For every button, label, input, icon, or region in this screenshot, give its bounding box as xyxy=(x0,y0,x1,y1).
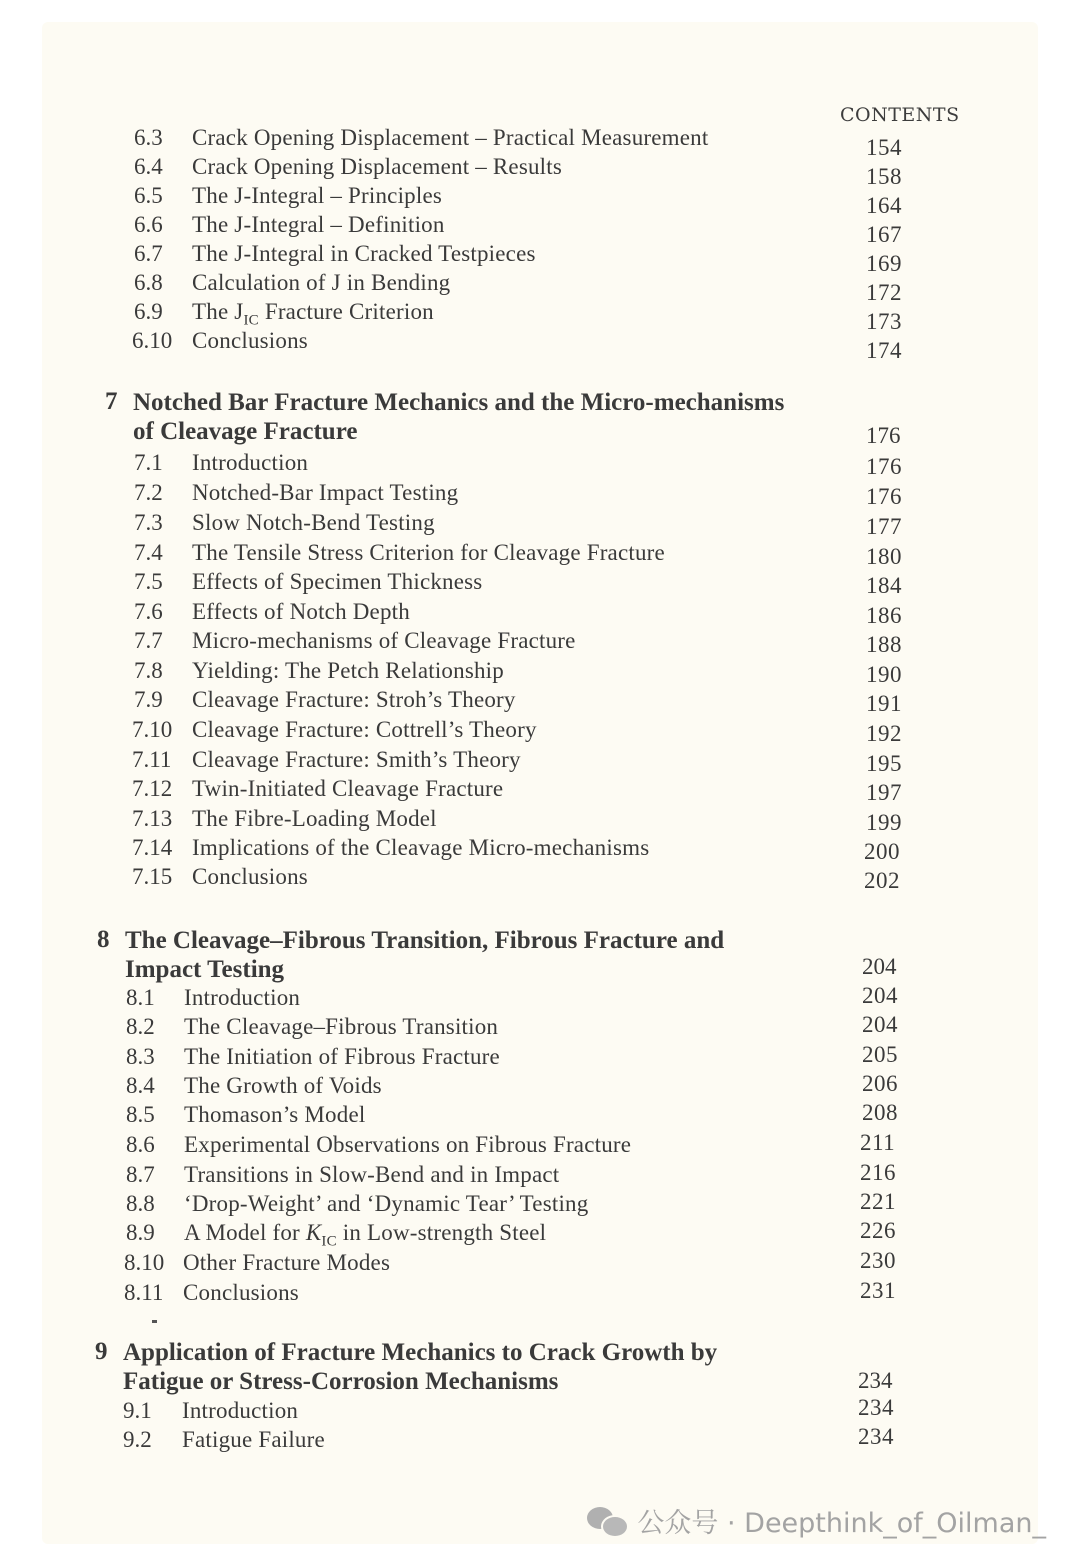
entry-number: 9.1 xyxy=(123,1398,152,1423)
entry-title: The Fibre-Loading Model xyxy=(192,806,437,831)
toc-entry xyxy=(42,183,1038,218)
entry-number: 7.7 xyxy=(134,628,163,653)
entry-page: 206 xyxy=(862,1071,898,1096)
chapter-heading xyxy=(42,388,1038,448)
toc-entry xyxy=(42,835,1038,865)
watermark-text: 公众号 · Deepthink_of_Oilman_ xyxy=(637,1508,1046,1539)
entry-title: Conclusions xyxy=(183,1280,299,1305)
entry-page: 167 xyxy=(866,222,902,247)
toc-entry xyxy=(42,212,1038,247)
entry-number: 7.3 xyxy=(134,510,163,535)
entry-title: Introduction xyxy=(184,985,301,1010)
entry-page: 186 xyxy=(866,603,902,628)
entry-page: 188 xyxy=(866,632,902,657)
chapter-number: 9 xyxy=(95,1338,108,1365)
toc-entry xyxy=(42,1073,1038,1103)
toc-entry xyxy=(42,1162,1038,1192)
entry-number: 7.4 xyxy=(134,540,163,565)
chapter-heading xyxy=(42,926,1038,986)
toc-entry xyxy=(42,154,1038,189)
entry-number: 8.2 xyxy=(126,1014,155,1039)
entry-number: 7.6 xyxy=(134,599,163,624)
chapter-number: 7 xyxy=(105,388,118,415)
entry-title: Thomason’s Model xyxy=(184,1102,366,1127)
entry-number: 9.2 xyxy=(123,1427,152,1452)
entry-title: Fatigue Failure xyxy=(182,1427,325,1452)
toc-entry xyxy=(42,569,1038,599)
entry-page: 234 xyxy=(858,1424,894,1449)
entry-title: The J-Integral – Principles xyxy=(192,183,443,208)
chapter-title-line2: of Cleavage Fracture xyxy=(133,418,358,445)
chapter-title-line2: Fatigue or Stress-Corrosion Mechanisms xyxy=(123,1368,559,1395)
entry-number: 6.9 xyxy=(134,299,163,324)
toc-entry xyxy=(42,687,1038,717)
entry-title: Cleavage Fracture: Smith’s Theory xyxy=(192,747,521,772)
entry-title: Other Fracture Modes xyxy=(183,1250,391,1275)
entry-number: 7.13 xyxy=(132,806,173,831)
entry-number: 6.8 xyxy=(134,270,163,295)
entry-page: 173 xyxy=(866,309,902,334)
chapter-title-line1: Application of Fracture Mechanics to Crack Growth by xyxy=(123,1339,718,1366)
entry-number: 6.10 xyxy=(132,328,173,353)
entry-title: Crack Opening Displacement – Practical Measurement xyxy=(192,125,709,150)
toc-entry xyxy=(42,1102,1038,1132)
entry-page: 226 xyxy=(860,1218,896,1243)
toc-entry xyxy=(42,540,1038,570)
entry-number: 6.7 xyxy=(134,241,163,266)
entry-number: 6.5 xyxy=(134,183,163,208)
chapter-title-line1: The Cleavage–Fibrous Transition, Fibrous Fracture and xyxy=(125,927,725,954)
entry-title: Effects of Specimen Thickness xyxy=(192,569,483,594)
toc-entry xyxy=(42,450,1038,480)
entry-number: 7.14 xyxy=(132,835,173,860)
toc-entry xyxy=(42,299,1038,334)
toc-entry xyxy=(42,241,1038,276)
entry-number: 8.11 xyxy=(124,1280,164,1305)
toc-entry xyxy=(42,776,1038,806)
entry-page: 200 xyxy=(864,839,900,864)
entry-title: Conclusions xyxy=(192,864,308,889)
entry-title: The Initiation of Fibrous Fracture xyxy=(184,1044,500,1069)
chapter-page: 204 xyxy=(862,954,897,979)
entry-page: 184 xyxy=(866,573,902,598)
entry-page: 202 xyxy=(864,868,900,893)
entry-title: Cleavage Fracture: Stroh’s Theory xyxy=(192,687,516,712)
entry-page: 176 xyxy=(866,454,902,479)
entry-number: 7.15 xyxy=(132,864,173,889)
entry-number: 7.10 xyxy=(132,717,173,742)
toc-entry xyxy=(42,510,1038,540)
entry-title: Experimental Observations on Fibrous Fracture xyxy=(184,1132,632,1157)
toc-entry xyxy=(42,599,1038,629)
toc-entry xyxy=(42,1250,1038,1280)
entry-number: 6.6 xyxy=(134,212,163,237)
entry-page: 231 xyxy=(860,1278,896,1303)
entry-title: Implications of the Cleavage Micro-mechanisms xyxy=(192,835,650,860)
entry-page: 169 xyxy=(866,251,902,276)
toc-entry xyxy=(42,806,1038,836)
toc-entry xyxy=(42,1044,1038,1074)
toc-entry xyxy=(42,270,1038,305)
toc-entry xyxy=(42,1132,1038,1162)
toc-entry xyxy=(42,1424,1038,1457)
entry-page: 208 xyxy=(862,1100,898,1125)
entry-page: 176 xyxy=(866,484,902,509)
entry-number: 7.12 xyxy=(132,776,173,801)
entry-page: 197 xyxy=(866,780,902,805)
toc-entry xyxy=(42,1220,1038,1250)
entry-title: Twin-Initiated Cleavage Fracture xyxy=(192,776,504,801)
chapter-page: 234 xyxy=(858,1368,893,1393)
entry-page: 204 xyxy=(862,983,898,1008)
entry-page: 199 xyxy=(866,810,902,835)
entry-number: 6.3 xyxy=(134,125,163,150)
chapter-title-line2: Impact Testing xyxy=(125,956,285,983)
toc-entry xyxy=(42,328,1038,363)
entry-title: Slow Notch-Bend Testing xyxy=(192,510,435,535)
toc-entry xyxy=(42,1014,1038,1044)
wechat-icon xyxy=(587,1505,627,1537)
chapter-number: 8 xyxy=(97,926,110,953)
entry-title: Notched-Bar Impact Testing xyxy=(192,480,459,505)
toc-entry xyxy=(42,1191,1038,1221)
entry-number: 8.5 xyxy=(126,1102,155,1127)
entry-title: The Growth of Voids xyxy=(184,1073,382,1098)
toc-entry xyxy=(42,747,1038,777)
entry-page: 211 xyxy=(860,1130,896,1155)
entry-number: 8.6 xyxy=(126,1132,155,1157)
entry-number: 8.3 xyxy=(126,1044,155,1069)
entry-number: 6.4 xyxy=(134,154,163,179)
entry-title: Calculation of J in Bending xyxy=(192,270,451,295)
entry-page: 205 xyxy=(862,1042,898,1067)
entry-number: 7.11 xyxy=(132,747,172,772)
entry-page: 195 xyxy=(866,751,902,776)
entry-title: Transitions in Slow-Bend and in Impact xyxy=(184,1162,560,1187)
entry-page: 234 xyxy=(858,1395,894,1420)
entry-page: 191 xyxy=(866,691,902,716)
entry-number: 7.5 xyxy=(134,569,163,594)
chapter-heading xyxy=(42,1338,1038,1398)
toc-entry xyxy=(42,985,1038,1015)
toc-entry xyxy=(42,628,1038,658)
entry-title: The J-Integral in Cracked Testpieces xyxy=(192,241,536,266)
entry-title: The $J_{IC}$ Fracture Criterion xyxy=(192,299,434,329)
entry-title: The J-Integral – Definition xyxy=(192,212,445,237)
entry-number: 7.9 xyxy=(134,687,163,712)
entry-title: The Tensile Stress Criterion for Cleavage Fracture xyxy=(192,540,665,565)
entry-title: Cleavage Fracture: Cottrell’s Theory xyxy=(192,717,537,742)
entry-title: Crack Opening Displacement – Results xyxy=(192,154,563,179)
toc-entry xyxy=(42,1280,1038,1310)
entry-page: 204 xyxy=(862,1012,898,1037)
entry-title: A Model for $K_{IC}$ in Low-strength Steel xyxy=(184,1220,547,1250)
watermark xyxy=(587,1501,1046,1540)
entry-page: 180 xyxy=(866,544,902,569)
entry-number: 7.1 xyxy=(134,450,163,475)
entry-title: ‘Drop-Weight’ and ‘Dynamic Tear’ Testing xyxy=(184,1191,589,1216)
entry-page: 190 xyxy=(866,662,902,687)
entry-page: 174 xyxy=(866,338,902,363)
toc-entry xyxy=(42,125,1038,160)
entry-title: Yielding: The Petch Relationship xyxy=(192,658,504,683)
entry-page: 192 xyxy=(866,721,902,746)
entry-page: 221 xyxy=(860,1189,896,1214)
entry-number: 8.10 xyxy=(124,1250,165,1275)
entry-title: Introduction xyxy=(182,1398,299,1423)
entry-page: 216 xyxy=(860,1160,896,1185)
chapter-page: 176 xyxy=(866,423,901,448)
toc-entry xyxy=(42,480,1038,510)
toc-entry xyxy=(42,864,1038,894)
entry-number: 7.8 xyxy=(134,658,163,683)
entry-page: 154 xyxy=(866,135,902,160)
entry-title: Micro-mechanisms of Cleavage Fracture xyxy=(192,628,576,653)
entry-page: 164 xyxy=(866,193,902,218)
entry-title: Introduction xyxy=(192,450,309,475)
entry-title: Effects of Notch Depth xyxy=(192,599,410,624)
entry-number: 8.8 xyxy=(126,1191,155,1216)
document-page xyxy=(42,22,1038,1544)
toc-entry xyxy=(42,658,1038,688)
entry-number: 8.1 xyxy=(126,985,155,1010)
entry-page: 177 xyxy=(866,514,902,539)
entry-number: 7.2 xyxy=(134,480,163,505)
toc-entry xyxy=(42,717,1038,747)
entry-page: 230 xyxy=(860,1248,896,1273)
entry-number: 8.9 xyxy=(126,1220,155,1245)
entry-number: 8.7 xyxy=(126,1162,155,1187)
entry-page: 172 xyxy=(866,280,902,305)
entry-title: The Cleavage–Fibrous Transition xyxy=(184,1014,499,1039)
stray-mark xyxy=(152,1320,157,1323)
running-header: CONTENTS xyxy=(840,104,960,126)
entry-page: 158 xyxy=(866,164,902,189)
entry-title: Conclusions xyxy=(192,328,308,353)
entry-number: 8.4 xyxy=(126,1073,155,1098)
chapter-title-line1: Notched Bar Fracture Mechanics and the Micro-mechanisms xyxy=(133,389,785,416)
